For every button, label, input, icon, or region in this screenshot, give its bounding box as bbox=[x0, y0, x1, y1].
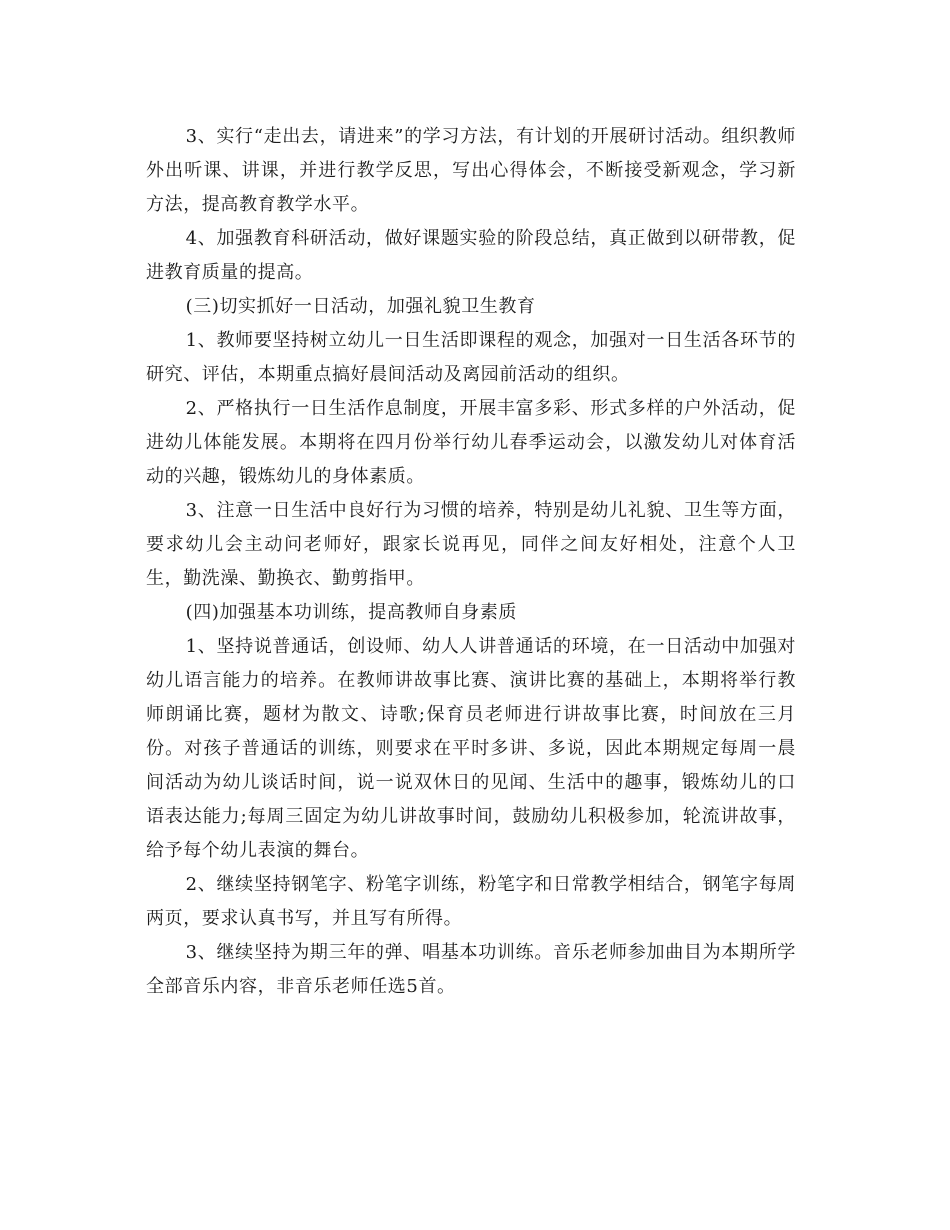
paragraph-2: 4、加强教育科研活动，做好课题实验的阶段总结，真正做到以研带教，促进教育质量的提高。 bbox=[146, 228, 796, 283]
paragraph-7: 2、继续坚持钢笔字、粉笔字训练，粉笔字和日常教学相结合，钢笔字每周两页，要求认真书写，并且写有所得。 bbox=[146, 874, 796, 929]
paragraph-8: 3、继续坚持为期三年的弹、唱基本功训练。音乐老师参加曲目为本期所学全部音乐内容，非音乐老师任选5首。 bbox=[146, 942, 796, 997]
paragraph-6: 1、坚持说普通话，创设师、幼人人讲普通话的环境，在一日活动中加强对幼儿语言能力的培养。在教师讲故事比赛、演讲比赛的基础上，本期将举行教师朗诵比赛，题材为散文、诗歌;保育员老师进行讲故事比赛，时间放在三月份。对孩子普通话的训练，则要求在平时多讲、多说，因此本期规定每周一晨间活动为幼儿谈话时间，说一说双休日的见闻、生活中的趣事，锻炼幼儿的口语表达能力;每周三固定为幼儿讲故事时间，鼓励幼儿积极参加，轮流讲故事，给予每个幼儿表演的舞台。 bbox=[146, 636, 796, 861]
paragraph-1: 3、实行“走出去，请进来”的学习方法，有计划的开展研讨活动。组织教师外出听课、讲课，并进行教学反思，写出心得体会，不断接受新观念，学习新方法，提高教育教学水平。 bbox=[146, 126, 796, 215]
document-body bbox=[146, 120, 796, 1004]
paragraph-4: 2、严格执行一日生活作息制度，开展丰富多彩、形式多样的户外活动，促进幼儿体能发展。本期将在四月份举行幼儿春季运动会，以激发幼儿对体育活动的兴趣，锻炼幼儿的身体素质。 bbox=[146, 398, 796, 487]
paragraph-5: 3、注意一日生活中良好行为习惯的培养，特别是幼儿礼貌、卫生等方面，要求幼儿会主动问老师好，跟家长说再见，同伴之间友好相处，注意个人卫生，勤洗澡、勤换衣、勤剪指甲。 bbox=[146, 500, 796, 589]
section-heading-4: (四)加强基本功训练，提高教师自身素质 bbox=[185, 602, 518, 623]
paragraph-3: 1、教师要坚持树立幼儿一日生活即课程的观念，加强对一日生活各环节的研究、评估，本期重点搞好晨间活动及离园前活动的组织。 bbox=[146, 330, 796, 385]
section-heading-3: (三)切实抓好一日活动，加强礼貌卫生教育 bbox=[185, 296, 536, 317]
